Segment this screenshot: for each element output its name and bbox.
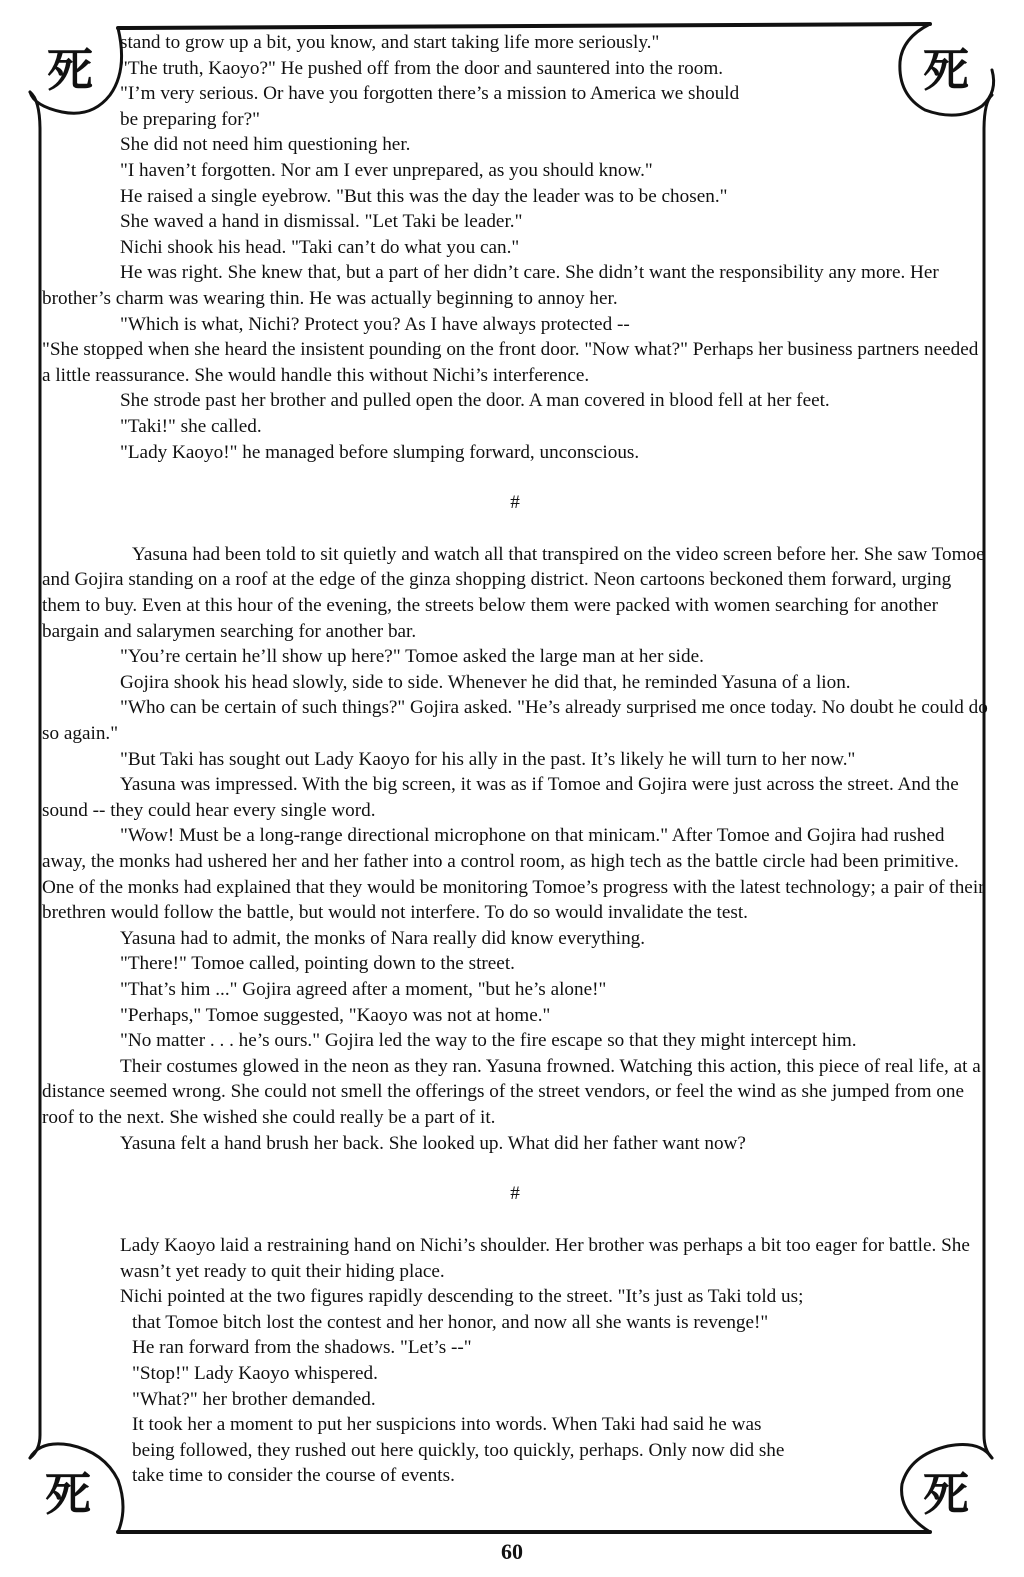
paragraph: "Stop!" Lady Kaoyo whispered.	[132, 1362, 378, 1384]
paragraph: She strode past her brother and pulled open the door. A man covered in blood fell at her feet.	[120, 390, 830, 412]
text-line: "I haven’t forgotten. Nor am I ever unprepared, as you should know."	[120, 159, 653, 181]
section-1	[42, 260, 988, 465]
paragraph: "You’re certain he’ll show up here?" Tomoe asked the large man at her side.	[120, 646, 704, 668]
text-line: It took her a moment to put her suspicions into words. When Taki had said he was	[132, 1414, 762, 1436]
text-line: "I’m very serious. Or have you forgotten there’s a mission to America we should	[120, 83, 740, 105]
paragraph: Gojira shook his head slowly, side to side. Whenever he did that, he reminded Yasuna of a lion.	[120, 671, 851, 693]
bottom-paragraph-block	[42, 1412, 988, 1489]
paragraph: "There!" Tomoe called, pointing down to the street.	[120, 953, 515, 975]
paragraph: "No matter . . . he’s ours." Gojira led the way to the fire escape so that they might intercept him.	[120, 1030, 857, 1052]
paragraph: "But Taki has sought out Lady Kaoyo for his ally in the past. It’s likely he will turn to her now."	[120, 748, 856, 770]
border-top-line	[118, 24, 930, 28]
paragraph: that Tomoe bitch lost the contest and her honor, and now all she wants is revenge!"	[132, 1311, 769, 1333]
paragraph: "That’s him ..." Gojira agreed after a moment, "but he’s alone!"	[120, 978, 607, 1000]
page-number: 60	[501, 1539, 523, 1564]
text-line: stand to grow up a bit, you know, and start taking life more seriously."	[120, 32, 660, 53]
paragraph: Yasuna felt a hand brush her back. She looked up. What did her father want now?	[120, 1132, 746, 1154]
body-text	[42, 30, 988, 1489]
death-kanji-icon-bottom-left: 死	[45, 1467, 91, 1521]
scene-separator: #	[510, 1183, 520, 1205]
section-3	[42, 1233, 988, 1412]
paragraph: Nichi pointed at the two figures rapidly descending to the street. "It’s just as Taki told us;	[120, 1286, 804, 1308]
scene-separator: #	[510, 492, 520, 514]
text-line: She waved a hand in dismissal. "Let Taki be leader."	[120, 211, 523, 233]
paragraph: Yasuna had to admit, the monks of Nara really did know everything.	[120, 927, 646, 949]
text-line: "The truth, Kaoyo?" He pushed off from the door and sauntered into the room.	[120, 57, 724, 79]
paragraph: "Perhaps," Tomoe suggested, "Kaoyo was not at home."	[120, 1004, 551, 1026]
paragraph: Yasuna had been told to sit quietly and watch all that transpired on the video screen before her. She saw Tomoe and Gojira standing on a roof at the edge of the ginza shopping district. Neon cartoons beckoned them forward, urging them to buy. Even at this hour of the evening, the streets below them were packed with women searching for another bargain and salarymen searching for another bar.	[42, 543, 985, 642]
death-kanji-icon-bottom-right: 死	[923, 1467, 969, 1521]
paragraph: He was right. She knew that, but a part of her didn’t care. She didn’t want the responsibility any more. Her brother’s charm was wearing thin. He was actually beginning to annoy her.	[42, 262, 939, 309]
text-line: being followed, they rushed out here quickly, too quickly, perhaps. Only now did she	[132, 1439, 785, 1461]
paragraph: Their costumes glowed in the neon as they ran. Yasuna frowned. Watching this action, this piece of real life, at a distance seemed wrong. She could not smell the offerings of the street vendors, or feel the wind as she jumped from one roof to the next. She wished she could really be a part of it.	[42, 1055, 981, 1128]
top-dialogue-block	[42, 30, 988, 260]
text-line: He raised a single eyebrow. "But this was the day the leader was to be chosen."	[120, 185, 728, 207]
paragraph: "Lady Kaoyo!" he managed before slumping forward, unconscious.	[120, 441, 640, 463]
paragraph: Yasuna was impressed. With the big screen, it was as if Tomoe and Gojira were just across the street. And the sound -- they could hear every single word.	[42, 774, 959, 821]
paragraph: "Which is what, Nichi? Protect you? As I have always protected --	[120, 313, 630, 335]
paragraph: "She stopped when she heard the insistent pounding on the front door. "Now what?" Perhaps her business partners needed a little reassurance. She would handle this without Nichi’s interference.	[42, 339, 979, 386]
death-kanji-icon-top-left: 死	[47, 43, 93, 97]
paragraph: "Wow! Must be a long-range directional microphone on that minicam." After Tomoe and Gojira had rushed away, the monks had ushered her and her father into a control room, as high tech as the battle circle had been primitive. One of the monks had explained that they would be monitoring Tomoe’s progress with the latest technology; a pair of their brethren would follow the battle, but would not interfere. To do so would invalidate the test.	[42, 825, 985, 924]
paragraph: "Who can be certain of such things?" Gojira asked. "He’s already surprised me once today. No doubt he could do so again."	[42, 697, 988, 745]
paragraph: "What?" her brother demanded.	[132, 1388, 376, 1410]
text-line: take time to consider the course of events.	[132, 1465, 455, 1487]
paragraph: Lady Kaoyo laid a restraining hand on Nichi’s shoulder. Her brother was perhaps a bit too eager for battle. She wasn’t yet ready to quit their hiding place.	[120, 1234, 970, 1282]
text-line: Nichi shook his head. "Taki can’t do what you can."	[120, 236, 520, 258]
paragraph: "Taki!" she called.	[120, 415, 262, 437]
paragraph: He ran forward from the shadows. "Let’s --"	[132, 1337, 472, 1359]
text-line: She did not need him questioning her.	[120, 134, 411, 156]
text-line: be preparing for?"	[120, 108, 260, 130]
death-kanji-icon-top-right: 死	[923, 43, 969, 97]
section-2	[42, 542, 988, 1156]
border-left-line	[30, 92, 40, 1458]
